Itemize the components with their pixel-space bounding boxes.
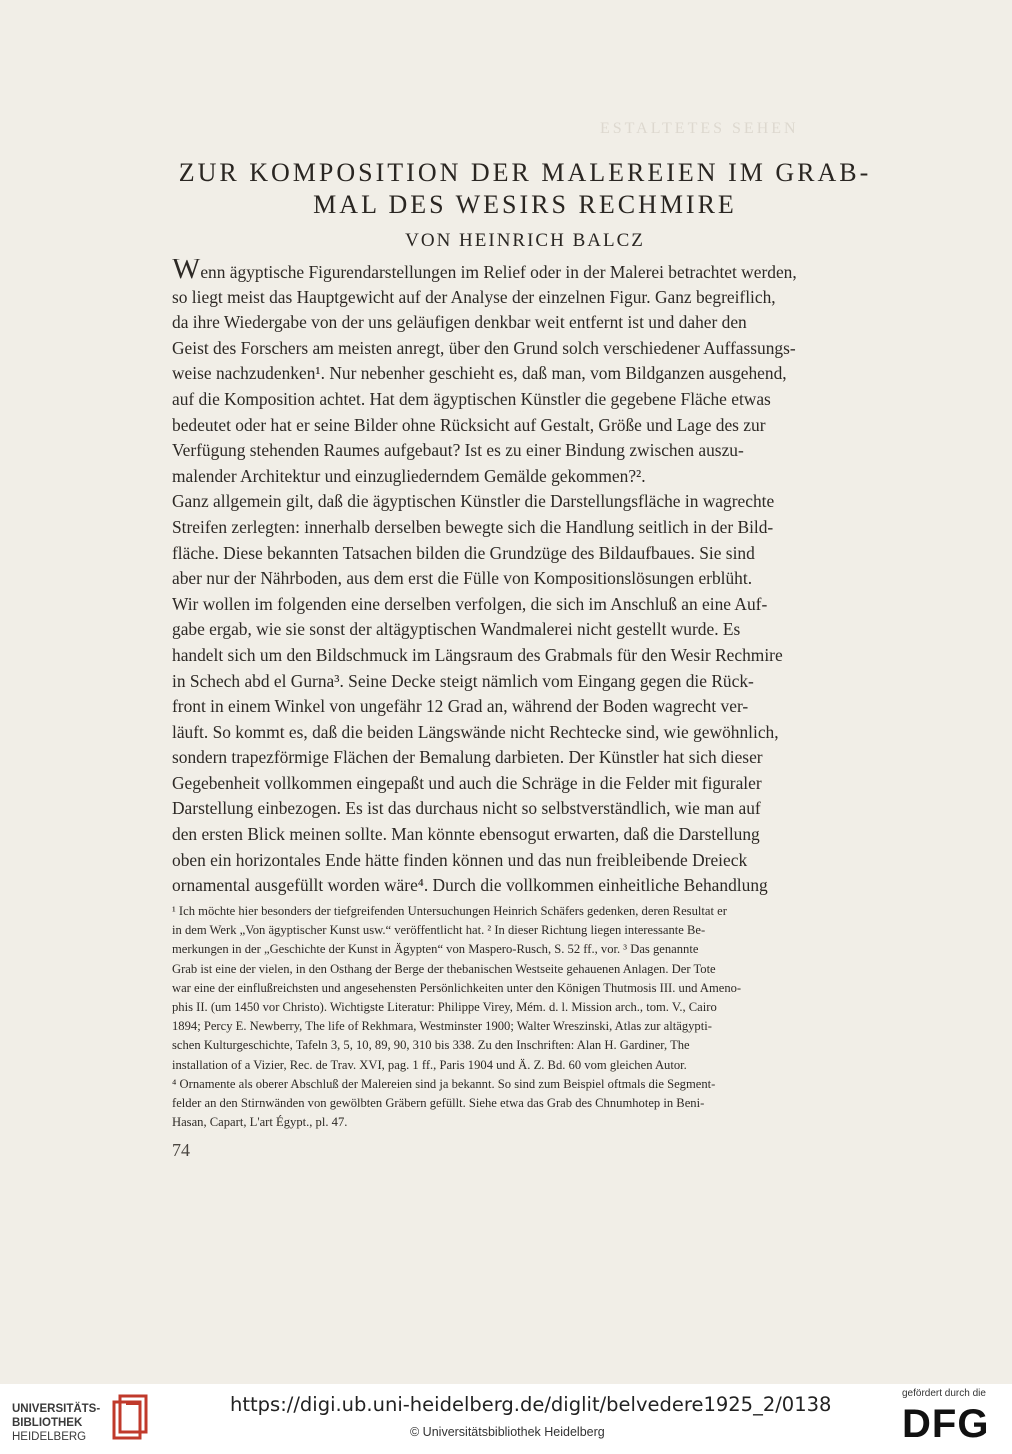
body-line: ornamental ausgefüllt worden wäre⁴. Durch die vollkommen einheitliche Behandlung [172, 875, 768, 896]
body-line: front in einem Winkel von ungefähr 12 Grad an, während der Boden wagrecht ver- [172, 696, 749, 717]
body-line: oben ein horizontales Ende hätte finden können und das nun freibleibende Dreieck [172, 849, 748, 870]
library-name-line-2: BIBLIOTHEK [12, 1417, 83, 1429]
article-author: VON HEINRICH BALCZ [405, 230, 645, 251]
body-line: auf die Komposition achtet. Hat dem ägyptischen Künstler die gegebene Fläche etwas [172, 388, 771, 409]
body-line: Wenn ägyptische Figurendarstellungen im Relief oder in der Malerei betrachtet werden, [172, 259, 903, 285]
body-line: malender Architektur und einzugliederndem Gemälde gekommen?². [172, 465, 646, 486]
body-line: so liegt meist das Hauptgewicht auf der Analyse der einzelnen Figur. Ganz begreiflich, [172, 286, 776, 307]
body-line: Streifen zerlegten: innerhalb derselben bewegte sich die Handlung seitlich in der Bild- [172, 516, 774, 537]
footnote-line: merkungen in der „Geschichte der Kunst in Ägypten“ von Maspero-Rusch, S. 52 ff., vor. ³ Das genannte [172, 942, 699, 957]
body-line: aber nur der Nährboden, aus dem erst die Fülle von Kompositionslösungen erblüht. [172, 568, 753, 589]
body-line: weise nachzudenken¹. Nur nebenher geschieht es, daß man, vom Bildganzen ausgehend, [172, 363, 787, 384]
body-line: handelt sich um den Bildschmuck im Längsraum des Grabmals für den Wesir Rechmire [172, 644, 783, 665]
article-title-line-2: MAL DES WESIRS RECHMIRE [313, 190, 737, 219]
library-logo[interactable] [12, 1402, 100, 1444]
body-line: da ihre Wiedergabe von der uns geläufigen denkbar weit entfernt ist und daher den [172, 312, 747, 333]
footnotes [172, 902, 903, 1132]
footnote-line: felder an den Stirnwänden von gewölbten Gräbern gefüllt. Siehe etwa das Grab des Chnumhotep in Beni- [172, 1095, 705, 1110]
footnote-line: ⁴ Ornamente als oberer Abschluß der Malereien sind ja bekannt. So sind zum Beispiel oftmals die Segment- [172, 1076, 716, 1091]
footnote-line: installation of a Vizier, Rec. de Trav. XVI, pag. 1 ff., Paris 1904 und Ä. Z. Bd. 60 vom gleichen Autor. [172, 1057, 687, 1072]
page-number: 74 [172, 1140, 190, 1160]
copyright-notice: © Universitätsbibliothek Heidelberg [410, 1425, 605, 1439]
body-line: gabe ergab, wie sie sonst der altägyptischen Wandmalerei nicht gestellt wurde. Es [172, 619, 741, 640]
body-line: läuft. So kommt es, daß die beiden Längswände nicht Rechtecke sind, wie gewöhnlich, [172, 721, 779, 742]
dfg-logo[interactable]: DFG [902, 1402, 990, 1446]
footnote-line: Grab ist eine der vielen, in den Osthang der Berge der thebanischen Westseite gehauenen Anlagen. Der Tote [172, 961, 716, 976]
body-line: Wir wollen im folgenden eine derselben verfolgen, die sich im Anschluß an eine Auf- [172, 593, 768, 614]
drop-initial: W [172, 259, 201, 285]
footnote-line: ¹ Ich möchte hier besonders der tiefgreifenden Untersuchungen Heinrich Schäfers gedenken, deren Resultat er [172, 904, 727, 918]
library-name-line-3: HEIDELBERG [12, 1431, 87, 1443]
article-title-line-1: ZUR KOMPOSITION DER MALEREIEN IM GRAB- [178, 158, 872, 187]
library-name-line-1: UNIVERSITÄTS- [12, 1403, 101, 1415]
body-line: Darstellung einbezogen. Es ist das durchaus nicht so selbstverständlich, wie man auf [172, 798, 761, 819]
library-mark-icon [108, 1392, 152, 1444]
body-line: Verfügung stehenden Raumes aufgebaut? Ist es zu einer Bindung zwischen auszu- [172, 440, 744, 461]
funded-by-label: gefördert durch die [902, 1388, 986, 1399]
footnote-line: phis II. (um 1450 vor Christo). Wichtigste Literatur: Philippe Virey, Mém. d. l. Mission arch., tom. V., Cairo [172, 999, 717, 1014]
body-line: Geist des Forschers am meisten anregt, über den Grund solch verschiedener Auffassungs- [172, 337, 796, 358]
body-line: in Schech abd el Gurna³. Seine Decke steigt nämlich vom Eingang gegen die Rück- [172, 670, 754, 691]
footnote-line: Hasan, Capart, L'art Égypt., pl. 47. [172, 1115, 348, 1130]
body-line: sondern trapezförmige Flächen der Bemalung darbieten. Der Künstler hat sich dieser [172, 747, 763, 768]
footnote-line: in dem Werk „Von ägyptischer Kunst usw.“ veröffentlicht hat. ² In dieser Richtung liegen interessante Be- [172, 923, 706, 938]
body-line: bedeutet oder hat er seine Bilder ohne Rücksicht auf Gestalt, Größe und Lage des zur [172, 414, 766, 435]
footnote-line: schen Kulturgeschichte, Tafeln 3, 5, 10, 89, 90, 310 bis 338. Zu den Inschriften: Alan H. Gardiner, The [172, 1038, 690, 1053]
permalink-url[interactable]: https://digi.ub.uni-heidelberg.de/diglit/belvedere1925_2/0138 [230, 1393, 832, 1416]
footnote-line: 1894; Percy E. Newberry, The life of Rekhmara, Westminster 1900; Walter Wreszinski, Atlas zur altägypti- [172, 1019, 712, 1034]
footnote-line: war eine der einflußreichsten und angesehensten Persönlichkeiten unter den Königen Thutmosis III. und Ameno- [172, 980, 742, 995]
body-text [172, 259, 903, 899]
body-line: fläche. Diese bekannten Tatsachen bilden die Grundzüge des Bildaufbaues. Sie sind [172, 542, 755, 563]
bleed-through-text: ESTALTETES SEHEN [600, 120, 799, 137]
body-line: Gegebenheit vollkommen eingepaßt und auch die Schräge in die Felder mit figuraler [172, 772, 762, 793]
body-line: den ersten Blick meinen sollte. Man könnte ebensogut erwarten, daß die Darstellung [172, 824, 760, 845]
body-line: Ganz allgemein gilt, daß die ägyptischen Künstler die Darstellungsfläche in wagrechte [172, 491, 775, 512]
